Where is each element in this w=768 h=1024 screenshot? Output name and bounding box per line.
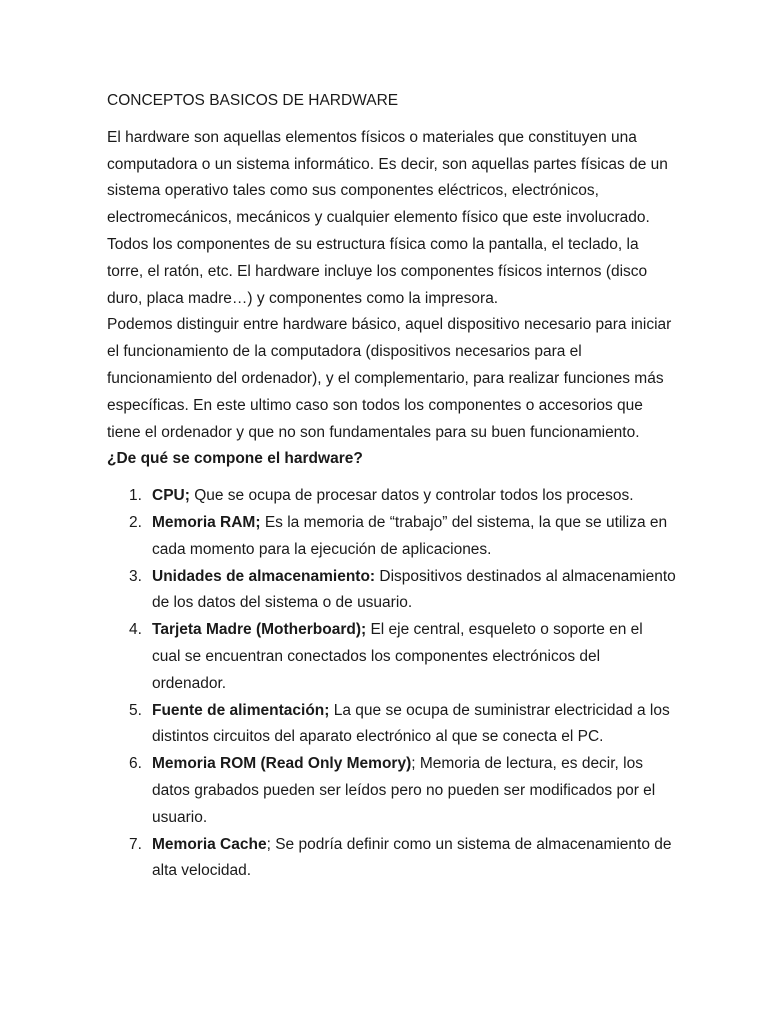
list-item: [107, 617, 667, 697]
list-description: ; Se podría definir como un sistema de almacenamiento de: [266, 835, 672, 853]
hardware-types-paragraph: [107, 312, 672, 446]
list-number: 6.: [129, 755, 142, 773]
list-description-line: cual se encuentran conectados los componentes electrónicos del: [152, 647, 601, 665]
paragraph-line: El hardware son aquellas elementos físicos o materiales que constituyen una: [107, 128, 637, 146]
list-item: [107, 510, 667, 564]
paragraph-line: torre, el ratón, etc. El hardware incluye los componentes físicos internos (disco: [107, 262, 648, 280]
list-number: 2.: [129, 513, 142, 531]
list-item: [107, 564, 676, 618]
paragraph-line: Podemos distinguir entre hardware básico, aquel dispositivo necesario para iniciar: [107, 316, 672, 334]
paragraph-line: electromecánicos, mecánicos y cualquier elemento físico que este involucrado.: [107, 209, 650, 227]
list-description-line: datos grabados pueden ser leídos pero no pueden ser modificados por el: [152, 781, 656, 799]
list-term: Memoria Cache: [152, 835, 267, 853]
document-title: CONCEPTOS BASICOS DE HARDWARE: [107, 92, 399, 109]
paragraph-line: específicas. En este ultimo caso son todos los componentes o accesorios que: [107, 396, 643, 414]
list-description-line: alta velocidad.: [152, 862, 252, 880]
paragraph-line: el funcionamiento de la computadora (dispositivos necesarios para el: [107, 343, 582, 361]
components-list: [107, 483, 676, 885]
document-page: [107, 88, 676, 885]
list-term: CPU;: [152, 487, 190, 505]
list-term: Unidades de almacenamiento:: [152, 567, 376, 585]
list-description-line: usuario.: [152, 808, 208, 826]
list-number: 1.: [129, 487, 142, 505]
list-number: 3.: [129, 567, 142, 585]
paragraph-line: sistema operativo tales como sus componentes eléctricos, electrónicos,: [107, 182, 599, 200]
paragraph-line: duro, placa madre…) y componentes como la impresora.: [107, 289, 499, 307]
list-description: El eje central, esqueleto o soporte en el: [366, 621, 643, 639]
list-number: 7.: [129, 835, 142, 853]
section-heading: ¿De qué se compone el hardware?: [107, 450, 363, 468]
list-item: [107, 483, 667, 510]
list-term: Tarjeta Madre (Motherboard);: [152, 621, 367, 639]
list-description-line: distintos circuitos del aparato electrónico al que se conecta el PC.: [152, 728, 604, 746]
list-item: [107, 832, 672, 886]
list-item: [107, 751, 667, 831]
list-term: Fuente de alimentación;: [152, 701, 330, 719]
list-description: La que se ocupa de suministrar electricidad a los: [329, 701, 670, 719]
list-description: Dispositivos destinados al almacenamiento: [375, 567, 676, 585]
paragraph-line: tiene el ordenador y que no son fundamentales para su buen funcionamiento.: [107, 423, 640, 441]
list-term: Memoria ROM (Read Only Memory): [152, 755, 412, 773]
list-description-line: ordenador.: [152, 674, 227, 692]
list-description: Que se ocupa de procesar datos y controlar todos los procesos.: [189, 487, 634, 505]
list-description: Es la memoria de “trabajo” del sistema, la que se utiliza en: [260, 513, 668, 531]
intro-paragraph: [107, 125, 667, 313]
list-term: Memoria RAM;: [152, 513, 261, 531]
paragraph-line: Todos los componentes de su estructura física como la pantalla, el teclado, la: [107, 235, 639, 253]
paragraph-line: computadora o un sistema informático. Es decir, son aquellas partes físicas de un: [107, 155, 668, 173]
list-number: 5.: [129, 701, 142, 719]
list-description: ; Memoria de lectura, es decir, los: [411, 755, 643, 773]
list-description-line: de los datos del sistema o de usuario.: [152, 594, 413, 612]
list-item: [107, 698, 670, 752]
paragraph-line: funcionamiento del ordenador), y el complementario, para realizar funciones más: [107, 369, 664, 387]
list-description-line: cada momento para la ejecución de aplicaciones.: [152, 540, 492, 558]
list-number: 4.: [129, 621, 142, 639]
